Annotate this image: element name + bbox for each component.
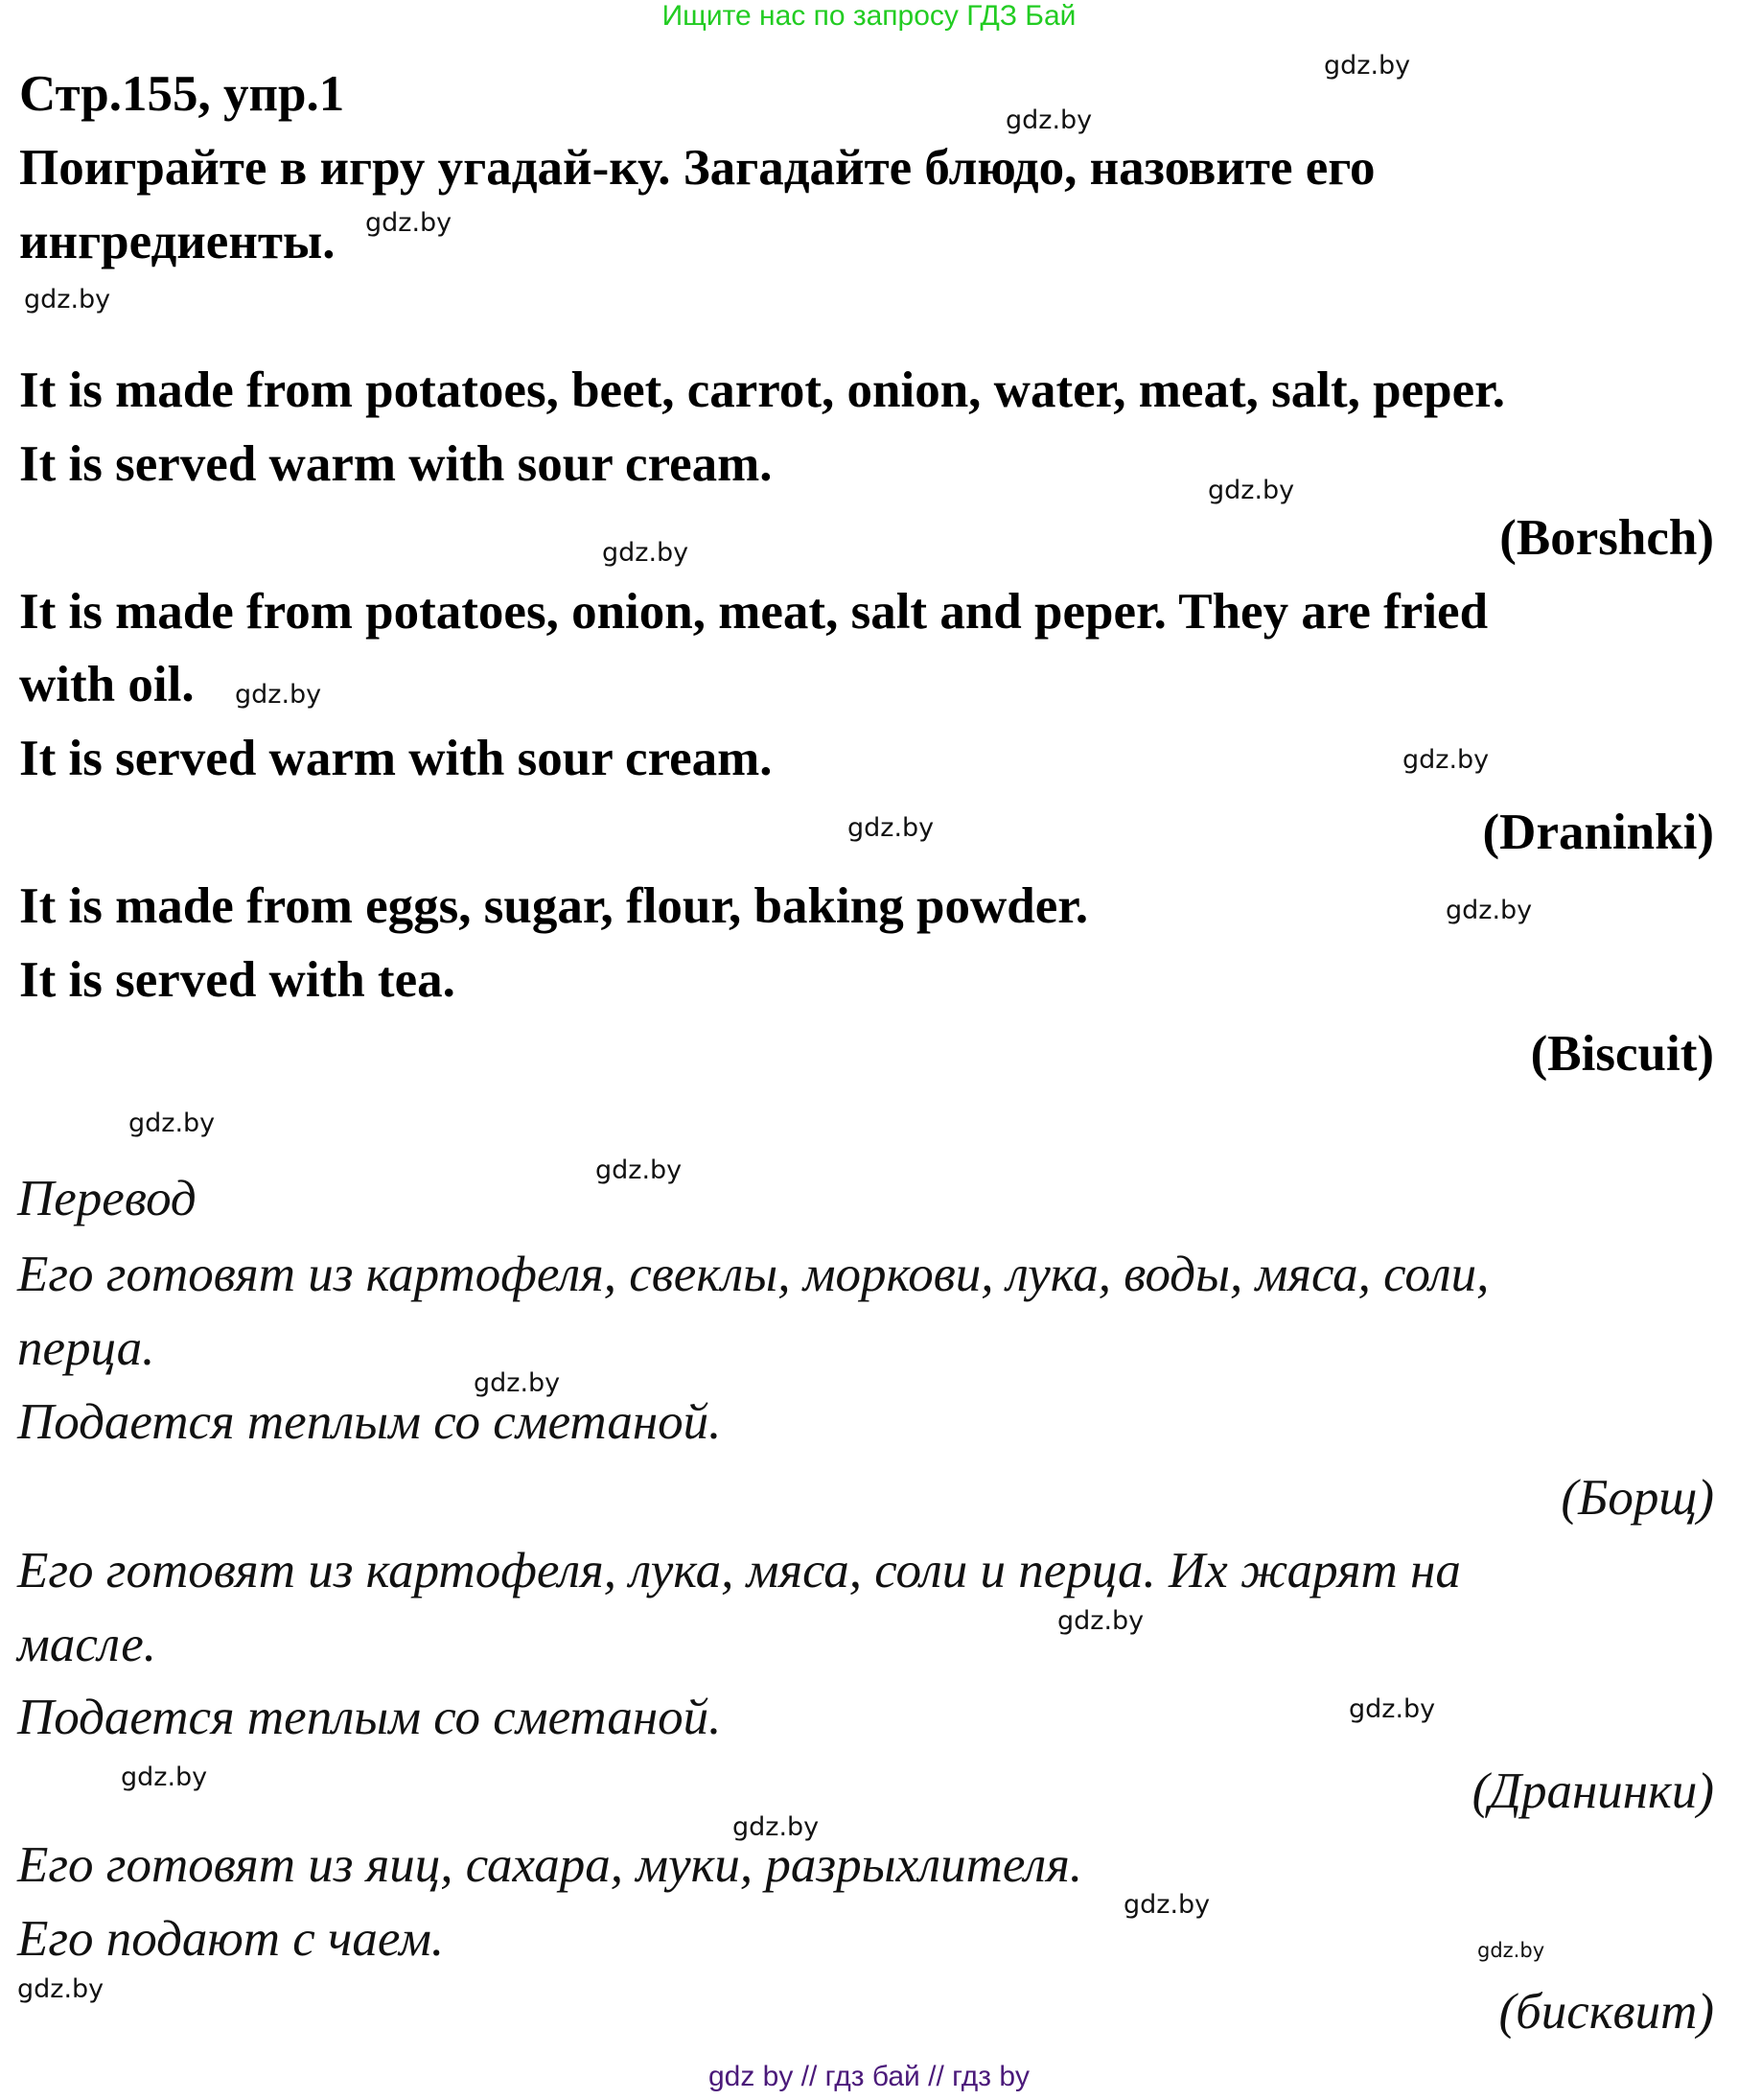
biscuit-ru-line-2: Его подают с чаем. [17, 1911, 445, 1967]
borshch-ru-line-3: Подается теплым со сметаной. [17, 1394, 722, 1450]
watermark: gdz.by [1006, 105, 1093, 135]
draninki-ru-answer: (Дранинки) [1472, 1763, 1714, 1819]
borshch-en-line-1: It is made from potatoes, beet, carrot, onion, water, meat, salt, peper. [19, 362, 1506, 418]
task-line-2: ингредиенты. [19, 214, 336, 269]
watermark: gdz.by [847, 813, 935, 843]
draninki-en-line-2: with oil. [19, 657, 195, 712]
biscuit-ru-answer: (бисквит) [1498, 1984, 1714, 2040]
watermark: gdz.by [121, 1762, 208, 1792]
watermark: gdz.by [1446, 896, 1533, 925]
draninki-ru-line-2: масле. [17, 1617, 157, 1672]
exercise-title: Стр.155, упр.1 [19, 66, 345, 122]
watermark: gdz.by [128, 1108, 216, 1138]
borshch-en-answer: (Borshch) [1499, 510, 1714, 566]
watermark: gdz.by [1349, 1694, 1436, 1724]
watermark: gdz.by [474, 1368, 561, 1398]
footer-links[interactable]: gdz by // гдз бай // гдз by [707, 2061, 1031, 2092]
watermark: gdz.by [1477, 1939, 1545, 1962]
draninki-en-line-3: It is served warm with sour cream. [19, 731, 773, 786]
borshch-ru-line-2: перца. [17, 1320, 155, 1376]
watermark: gdz.by [1324, 51, 1411, 81]
watermark: gdz.by [365, 208, 452, 238]
search-hint-banner[interactable]: Ищите нас по запросу ГДЗ Бай [661, 0, 1077, 32]
biscuit-en-line-1: It is made from eggs, sugar, flour, baking powder. [19, 878, 1089, 934]
biscuit-en-answer: (Biscuit) [1530, 1026, 1714, 1082]
draninki-ru-line-3: Подается теплым со сметаной. [17, 1690, 722, 1745]
watermark: gdz.by [1402, 745, 1490, 775]
watermark: gdz.by [595, 1155, 683, 1185]
watermark: gdz.by [602, 538, 689, 568]
watermark: gdz.by [1057, 1606, 1145, 1636]
borshch-en-line-2: It is served warm with sour cream. [19, 436, 773, 492]
watermark: gdz.by [24, 285, 111, 315]
draninki-ru-line-1: Его готовят из картофеля, лука, мяса, соли и перца. Их жарят на [17, 1543, 1461, 1598]
watermark: gdz.by [1124, 1890, 1211, 1920]
draninki-en-answer: (Draninki) [1482, 805, 1714, 860]
task-line-1: Поиграйте в игру угадай-ку. Загадайте блюдо, назовите его [19, 140, 1376, 196]
draninki-en-line-1: It is made from potatoes, onion, meat, salt and peper. They are fried [19, 584, 1489, 640]
translation-heading: Перевод [17, 1171, 197, 1226]
watermark: gdz.by [235, 680, 322, 710]
watermark: gdz.by [1208, 476, 1295, 505]
biscuit-ru-line-1: Его готовят из яиц, сахара, муки, разрыхлителя. [17, 1837, 1083, 1893]
borshch-ru-answer: (Борщ) [1561, 1470, 1714, 1526]
borshch-ru-line-1: Его готовят из картофеля, свеклы, моркови, лука, воды, мяса, соли, [17, 1247, 1490, 1302]
watermark: gdz.by [17, 1974, 104, 2004]
watermark: gdz.by [732, 1812, 820, 1842]
biscuit-en-line-2: It is served with tea. [19, 952, 455, 1008]
